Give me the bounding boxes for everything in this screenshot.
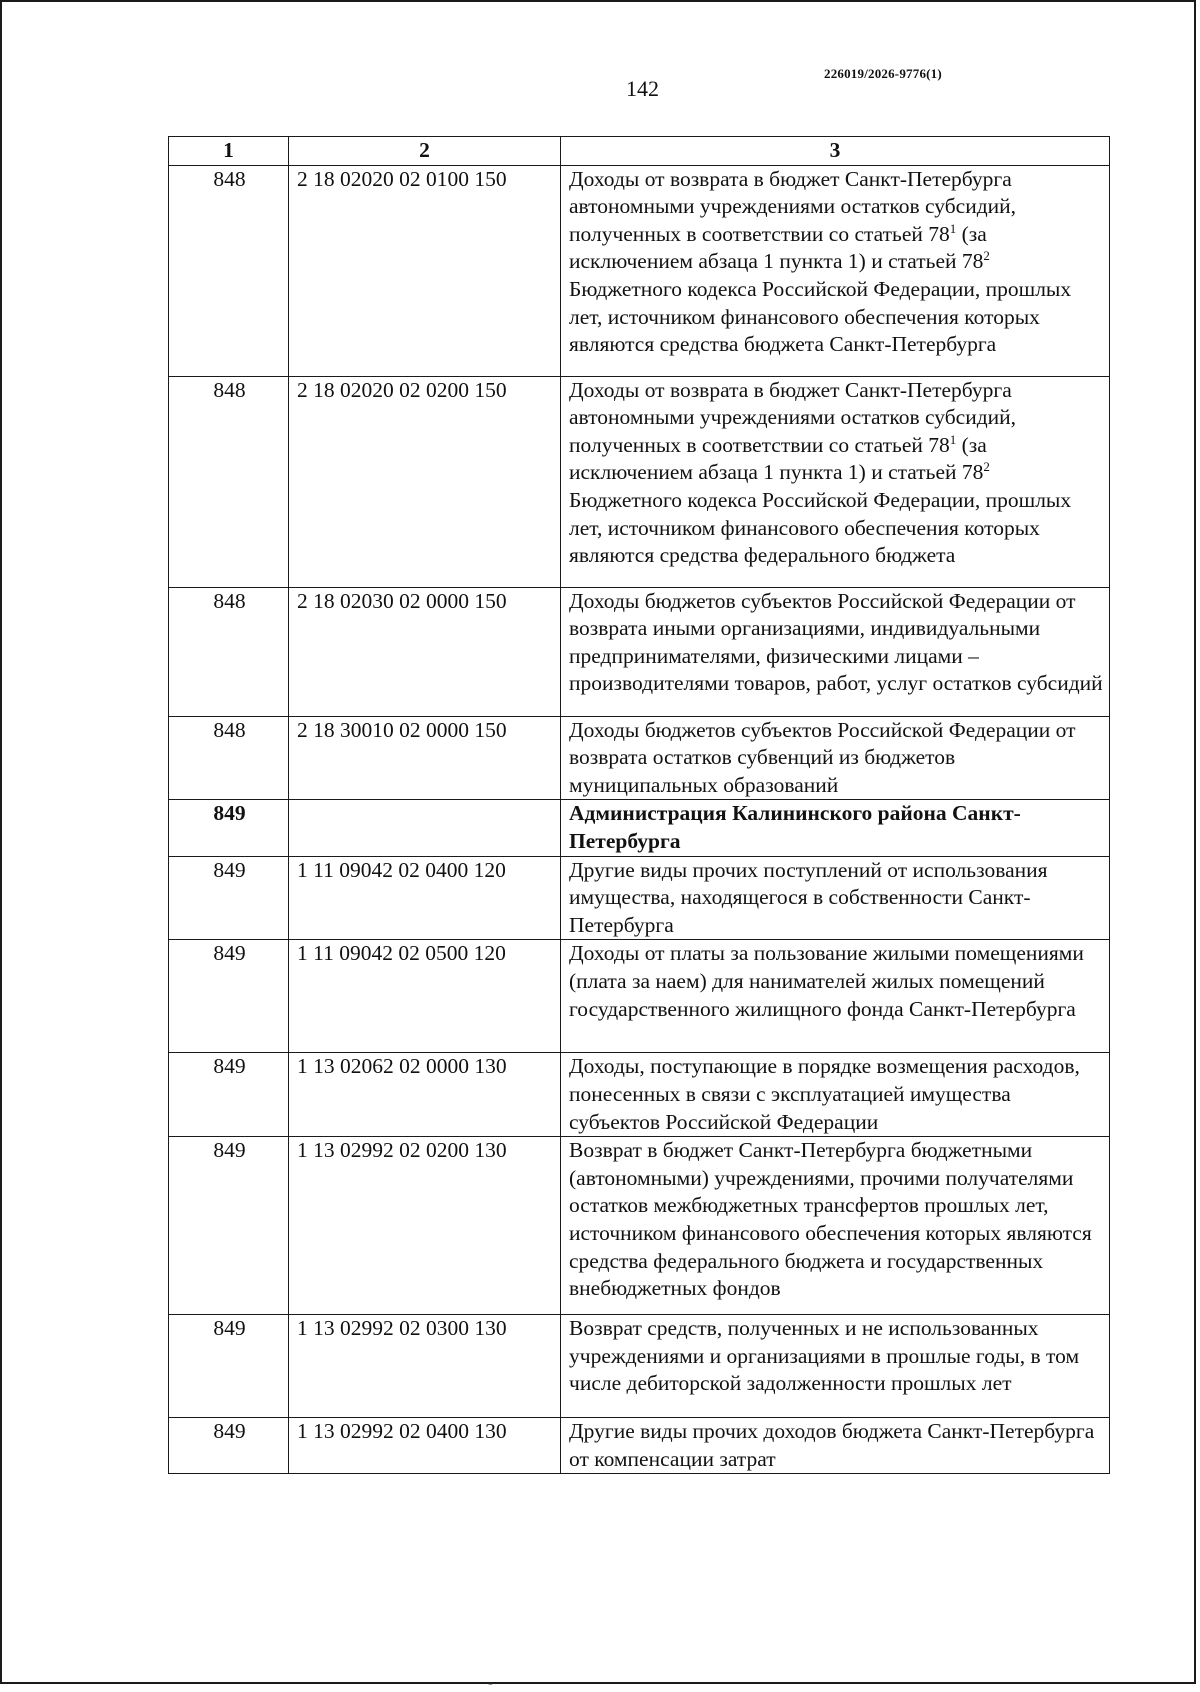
- table-row: [169, 856, 1110, 940]
- scan-mark: -: [488, 1676, 493, 1691]
- budget-classification-code-cell: [289, 800, 561, 856]
- column-header-2: 2: [289, 137, 561, 166]
- admin-code-cell: 849: [169, 1315, 289, 1418]
- admin-code-cell: 849: [169, 1418, 289, 1474]
- admin-code-cell: 848: [169, 587, 289, 716]
- description-text: (за исключением абзаца 1 пункта 1) и статьей 78: [569, 221, 987, 274]
- article-superscript: 1: [949, 431, 957, 447]
- table-row: [169, 716, 1110, 800]
- description-text: Возврат в бюджет Санкт-Петербурга бюджетными (автономными) учреждениями, прочими получателями остатков межбюджетных трансфертов прошлых лет, источником финансового обеспечения которых являются средства федерального бюджета и государственных внебюджетных фондов: [569, 1138, 1092, 1301]
- budget-classification-code-cell: 2 18 30010 02 0000 150: [289, 716, 561, 800]
- description-text: Доходы от возврата в бюджет Санкт-Петербурга автономными учреждениями остатков субсидий, полученных в соответствии со статьей 78: [569, 166, 1017, 246]
- admin-code-cell: 849: [169, 940, 289, 1053]
- table-section-row: [169, 800, 1110, 856]
- description-text: Администрация Калининского района Санкт-Петербурга: [569, 801, 1021, 853]
- description-text: Бюджетного кодекса Российской Федерации, прошлых лет, источником финансового обеспечения которых являются средства федерального бюджета: [569, 487, 1072, 568]
- revenue-description-cell: [561, 165, 1110, 376]
- revenue-description-cell: [561, 1315, 1110, 1418]
- revenue-description-cell: [561, 587, 1110, 716]
- budget-code-table: [168, 136, 1110, 1474]
- revenue-description-cell: [561, 1053, 1110, 1137]
- table-body: [169, 165, 1110, 1474]
- description-text: Другие виды прочих поступлений от использования имущества, находящегося в собственности Санкт-Петербурга: [569, 857, 1048, 937]
- article-superscript: 2: [983, 459, 990, 475]
- column-header-1: 1: [169, 137, 289, 166]
- table-header-row: [169, 137, 1110, 166]
- admin-code-cell: 848: [169, 376, 289, 587]
- description-text: Доходы от платы за пользование жилыми помещениями (плата за наем) для нанимателей жилых помещений государственного жилищного фонда Санкт-Петербурга: [569, 941, 1084, 1021]
- description-text: Доходы от возврата в бюджет Санкт-Петербурга автономными учреждениями остатков субсидий, полученных в соответствии со статьей 78: [569, 377, 1017, 457]
- budget-classification-code-cell: 1 13 02992 02 0200 130: [289, 1137, 561, 1315]
- budget-classification-code-cell: 1 13 02992 02 0300 130: [289, 1315, 561, 1418]
- article-superscript: 1: [949, 220, 957, 236]
- admin-code-cell: 849: [169, 800, 289, 856]
- table-row: [169, 587, 1110, 716]
- description-text: Доходы бюджетов субъектов Российской Федерации от возврата остатков субвенций из бюджетов муниципальных образований: [569, 717, 1076, 797]
- revenue-description-cell: [561, 800, 1110, 856]
- admin-code-cell: 848: [169, 165, 289, 376]
- table-row: [169, 376, 1110, 587]
- document-registration-number: 226019/2026-9776(1): [824, 66, 942, 81]
- budget-classification-code-cell: 2 18 02020 02 0100 150: [289, 165, 561, 376]
- revenue-description-cell: [561, 856, 1110, 940]
- budget-classification-code-cell: 1 13 02062 02 0000 130: [289, 1053, 561, 1137]
- description-text: (за исключением абзаца 1 пункта 1) и статьей 78: [569, 432, 987, 485]
- description-text: Доходы, поступающие в порядке возмещения расходов, понесенных в связи с эксплуатацией имущества субъектов Российской Федерации: [569, 1054, 1080, 1134]
- budget-classification-code-cell: 1 13 02992 02 0400 130: [289, 1418, 561, 1474]
- table-row: [169, 1315, 1110, 1418]
- page-number: 142: [626, 76, 659, 101]
- budget-classification-code-cell: 1 11 09042 02 0500 120: [289, 940, 561, 1053]
- table-row: [169, 940, 1110, 1053]
- admin-code-cell: 849: [169, 1137, 289, 1315]
- revenue-description-cell: [561, 376, 1110, 587]
- description-text: Другие виды прочих доходов бюджета Санкт-Петербурга от компенсации затрат: [569, 1419, 1095, 1471]
- admin-code-cell: 848: [169, 716, 289, 800]
- budget-classification-code-cell: 1 11 09042 02 0400 120: [289, 856, 561, 940]
- description-text: Возврат средств, полученных и не использованных учреждениями и организациями в прошлые годы, в том числе дебиторской задолженности прошлых лет: [569, 1316, 1080, 1396]
- revenue-description-cell: [561, 1418, 1110, 1474]
- budget-classification-code-cell: 2 18 02020 02 0200 150: [289, 376, 561, 587]
- budget-classification-code-cell: 2 18 02030 02 0000 150: [289, 587, 561, 716]
- column-header-3: 3: [561, 137, 1110, 166]
- revenue-description-cell: [561, 940, 1110, 1053]
- admin-code-cell: 849: [169, 1053, 289, 1137]
- revenue-description-cell: [561, 1137, 1110, 1315]
- revenue-description-cell: [561, 716, 1110, 800]
- table-row: [169, 1418, 1110, 1474]
- table-row: [169, 1137, 1110, 1315]
- article-superscript: 2: [983, 248, 990, 264]
- description-text: Доходы бюджетов субъектов Российской Федерации от возврата иными организациями, индивидуальными предпринимателями, физическими лицами – производителями товаров, работ, услуг остатков субсидий: [569, 588, 1103, 696]
- admin-code-cell: 849: [169, 856, 289, 940]
- table-row: [169, 1053, 1110, 1137]
- table-row: [169, 165, 1110, 376]
- description-text: Бюджетного кодекса Российской Федерации, прошлых лет, источником финансового обеспечения которых являются средства бюджета Санкт-Петербурга: [569, 276, 1072, 357]
